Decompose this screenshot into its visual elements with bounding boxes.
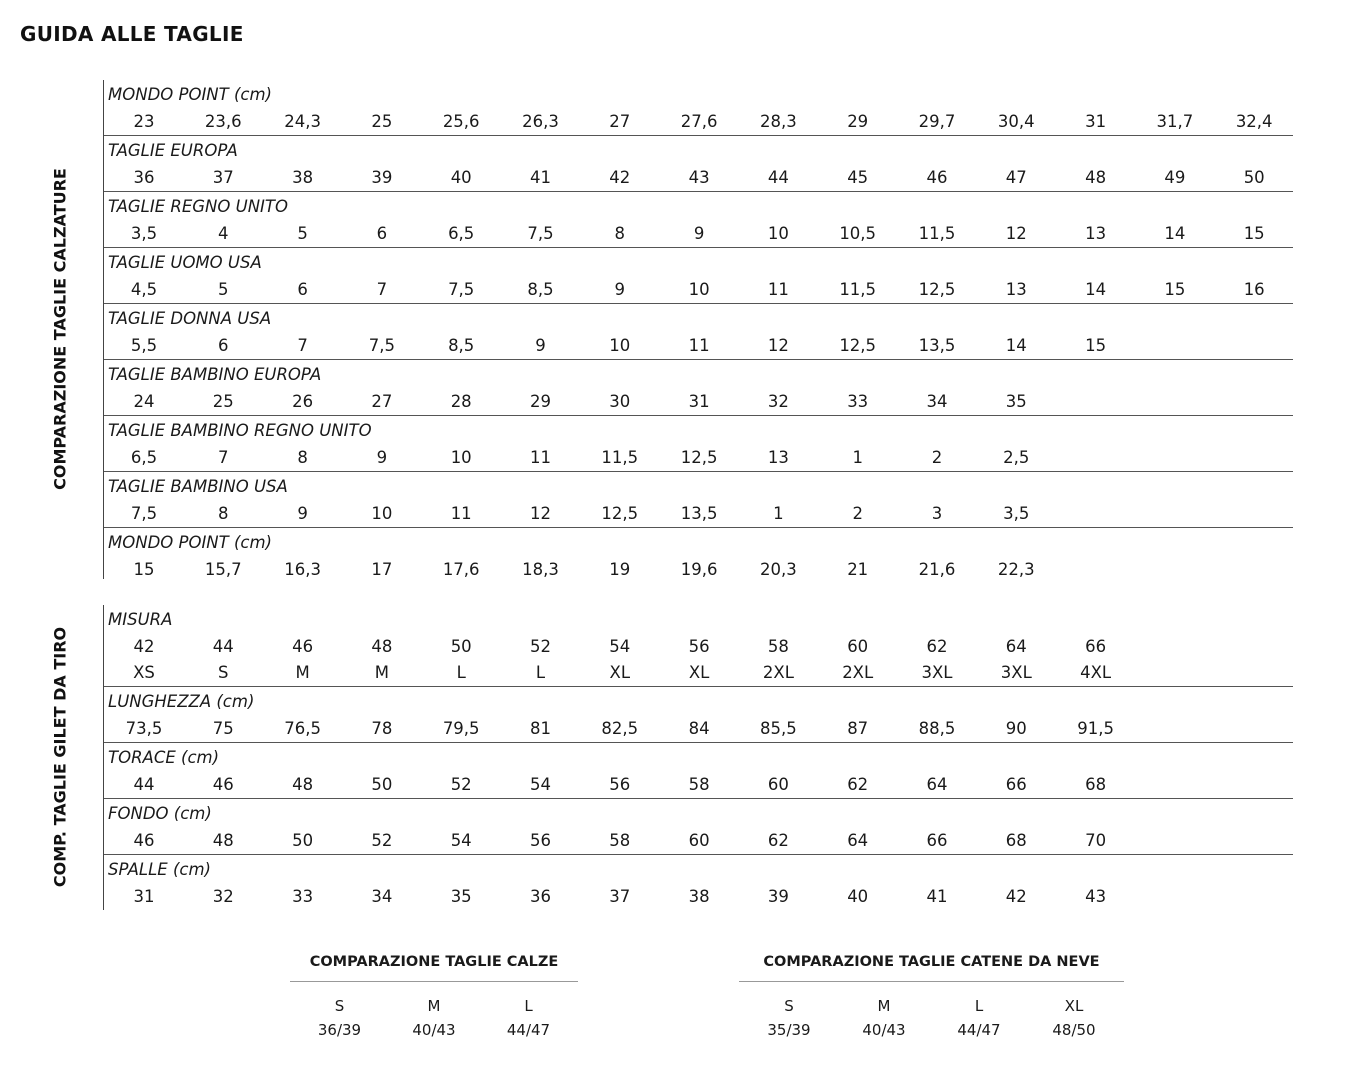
socks-size-range: 40/43 <box>412 1021 456 1039</box>
vest-value-row <box>104 660 1293 686</box>
vest-size-cell: 64 <box>926 775 948 794</box>
vest-size-cell: 48 <box>371 637 393 656</box>
footwear-size-cell: 10 <box>767 224 789 243</box>
footwear-size-cell: 27,6 <box>680 112 718 131</box>
footwear-size-cell: 7 <box>218 448 229 467</box>
vest-size-cell: 50 <box>292 831 314 850</box>
footwear-size-cell: 47 <box>1005 168 1027 187</box>
vest-size-cell: 66 <box>1085 637 1107 656</box>
footwear-value-row <box>104 445 1293 471</box>
vest-size-cell: 58 <box>609 831 631 850</box>
vest-size-cell: 46 <box>212 775 234 794</box>
footwear-size-cell: 7 <box>376 280 388 299</box>
vest-size-cell: 60 <box>847 637 869 656</box>
vest-size-cell: XL <box>688 663 710 682</box>
footwear-value-row <box>104 389 1293 415</box>
footwear-size-cell: 19 <box>609 560 631 579</box>
footwear-group <box>104 192 1293 248</box>
footwear-size-cell: 24 <box>133 392 155 411</box>
vest-size-cell: L <box>535 663 546 682</box>
vest-value-row <box>104 716 1293 742</box>
vest-size-cell: 91,5 <box>1077 719 1114 738</box>
footwear-size-cell: 10 <box>371 504 393 523</box>
vest-size-cell: 43 <box>1085 887 1107 906</box>
vest-size-cell: 81 <box>530 719 551 738</box>
footwear-size-cell: 3,5 <box>1003 504 1030 523</box>
footwear-size-cell: 28,3 <box>760 112 797 131</box>
vest-value-row <box>104 634 1293 660</box>
vest-size-cell: 38 <box>688 887 710 906</box>
vest-size-cell: 31 <box>133 887 155 906</box>
chains-size-column <box>934 994 1024 1042</box>
footwear-size-cell: 12 <box>767 336 789 355</box>
footwear-size-cell: 39 <box>371 168 393 187</box>
vest-size-cell: 68 <box>1005 831 1027 850</box>
vest-size-cell: 46 <box>133 831 155 850</box>
footwear-size-cell: 13 <box>767 448 789 467</box>
footwear-size-cell: 11,5 <box>918 224 956 243</box>
footwear-size-cell: 10,5 <box>839 224 877 243</box>
vest-value-row <box>104 884 1293 910</box>
footwear-row-label: MONDO POINT (cm) <box>108 85 272 104</box>
footwear-size-cell: 23,6 <box>204 112 242 131</box>
chains-size-range: 35/39 <box>767 1021 811 1039</box>
footwear-group <box>104 416 1293 472</box>
footwear-size-cell: 13 <box>1085 224 1107 243</box>
footwear-size-cell: 4,5 <box>130 280 158 299</box>
footwear-size-cell: 8 <box>297 448 308 467</box>
footwear-size-cell: 7,5 <box>527 224 554 243</box>
footwear-size-cell: 6,5 <box>448 224 475 243</box>
footwear-size-cell: 12,5 <box>601 504 639 523</box>
vest-value-row <box>104 828 1293 854</box>
chains-size-label: M <box>877 997 891 1015</box>
footwear-size-cell: 27 <box>371 392 393 411</box>
footwear-size-cell: 14 <box>1164 224 1186 243</box>
chains-size-column <box>744 994 834 1042</box>
vest-size-cell: 56 <box>530 831 551 850</box>
vest-size-cell: 44 <box>133 775 155 794</box>
chains-size-column <box>1029 994 1119 1042</box>
vest-size-cell: 70 <box>1085 831 1107 850</box>
vest-size-cell: 39 <box>767 887 789 906</box>
footwear-size-cell: 17 <box>371 560 393 579</box>
vest-size-cell: 90 <box>1005 719 1027 738</box>
footwear-value-row <box>104 221 1293 247</box>
footwear-size-cell: 41 <box>530 168 551 187</box>
vest-size-cell: 64 <box>847 831 869 850</box>
footwear-side-label: COMPARAZIONE TAGLIE CALZATURE <box>50 168 70 490</box>
footwear-group <box>104 304 1293 360</box>
footwear-row-label: TAGLIE REGNO UNITO <box>108 197 288 216</box>
footwear-size-cell: 15 <box>1243 224 1265 243</box>
footwear-size-cell: 14 <box>1005 336 1027 355</box>
footwear-size-cell: 6 <box>297 280 308 299</box>
vest-size-cell: 48 <box>212 831 234 850</box>
page-title: GUIDA ALLE TAGLIE <box>20 22 244 46</box>
vest-size-cell: 62 <box>926 637 948 656</box>
footwear-size-cell: 49 <box>1164 168 1186 187</box>
vest-size-cell: 58 <box>767 637 789 656</box>
chains-size-label: L <box>974 997 984 1015</box>
footwear-size-cell: 11,5 <box>839 280 877 299</box>
footwear-size-cell: 20,3 <box>760 560 797 579</box>
footwear-size-cell: 8 <box>614 224 626 243</box>
vest-size-cell: 75 <box>212 719 234 738</box>
chains-size-label: S <box>784 997 794 1015</box>
footwear-size-cell: 10 <box>450 448 472 467</box>
vest-size-cell: 64 <box>1005 637 1027 656</box>
footwear-group <box>104 136 1293 192</box>
footwear-size-cell: 7 <box>297 336 308 355</box>
footwear-size-cell: 29 <box>530 392 551 411</box>
vest-size-cell: 42 <box>1005 887 1027 906</box>
vest-size-cell: 2XL <box>842 663 874 682</box>
footwear-size-cell: 4 <box>218 224 229 243</box>
footwear-size-cell: 21,6 <box>918 560 956 579</box>
footwear-size-cell: 25 <box>371 112 393 131</box>
vest-size-cell: 54 <box>530 775 551 794</box>
socks-size-column <box>295 994 385 1042</box>
socks-size-column <box>484 994 574 1042</box>
footwear-size-cell: 9 <box>297 504 308 523</box>
footwear-size-cell: 5 <box>218 280 229 299</box>
vest-size-cell: 76,5 <box>284 719 321 738</box>
footwear-value-row <box>104 333 1293 359</box>
vest-size-cell: 73,5 <box>125 719 163 738</box>
chains-size-range: 40/43 <box>862 1021 906 1039</box>
footwear-size-cell: 34 <box>926 392 948 411</box>
footwear-group <box>104 248 1293 304</box>
vest-group <box>104 799 1293 855</box>
vest-size-cell: 87 <box>847 719 869 738</box>
vest-size-cell: 40 <box>847 887 869 906</box>
footwear-size-cell: 12,5 <box>839 336 877 355</box>
footwear-size-cell: 7,5 <box>130 504 158 523</box>
footwear-size-cell: 15,7 <box>204 560 242 579</box>
footwear-value-row <box>104 165 1293 191</box>
vest-group <box>104 605 1293 687</box>
footwear-size-cell: 25 <box>212 392 234 411</box>
footwear-size-cell: 26 <box>292 392 314 411</box>
footwear-size-cell: 12,5 <box>918 280 956 299</box>
footwear-size-cell: 15 <box>1085 336 1107 355</box>
footwear-size-cell: 13,5 <box>918 336 956 355</box>
vest-size-cell: 42 <box>133 637 155 656</box>
footwear-size-cell: 9 <box>693 224 705 243</box>
footwear-size-cell: 6 <box>376 224 388 243</box>
footwear-size-cell: 42 <box>609 168 631 187</box>
footwear-size-cell: 3,5 <box>130 224 158 243</box>
footwear-size-cell: 21 <box>847 560 869 579</box>
vest-size-cell: 54 <box>609 637 631 656</box>
vest-size-cell: 33 <box>292 887 314 906</box>
footwear-size-cell: 7,5 <box>448 280 475 299</box>
footwear-size-cell: 45 <box>847 168 869 187</box>
vest-group <box>104 687 1293 743</box>
footwear-size-cell: 12 <box>1005 224 1027 243</box>
footwear-size-cell: 29,7 <box>918 112 956 131</box>
footwear-size-cell: 40 <box>450 168 472 187</box>
socks-size-range: 44/47 <box>506 1021 551 1039</box>
vest-size-cell: 50 <box>371 775 393 794</box>
footwear-size-cell: 32,4 <box>1235 112 1273 131</box>
footwear-size-cell: 15 <box>1164 280 1186 299</box>
vest-size-cell: 2XL <box>762 663 794 682</box>
vest-size-cell: 56 <box>609 775 631 794</box>
footwear-row-label: MONDO POINT (cm) <box>108 533 272 552</box>
vest-size-cell: 50 <box>450 637 472 656</box>
footwear-row-label: TAGLIE EUROPA <box>108 141 238 160</box>
footwear-size-cell: 22,3 <box>997 560 1035 579</box>
socks-size-column <box>389 994 479 1042</box>
vest-size-cell: 48 <box>292 775 314 794</box>
vest-size-cell: M <box>295 663 310 682</box>
socks-size-label: M <box>427 997 441 1015</box>
vest-size-cell: 32 <box>212 887 234 906</box>
vest-size-cell: 79,5 <box>442 719 480 738</box>
socks-size-label: L <box>524 997 533 1015</box>
footwear-size-cell: 12 <box>530 504 551 523</box>
footwear-size-cell: 29 <box>847 112 869 131</box>
vest-size-cell: 44 <box>212 637 234 656</box>
footwear-size-cell: 13,5 <box>680 504 718 523</box>
footwear-row-label: TAGLIE BAMBINO USA <box>108 477 288 496</box>
footwear-size-cell: 11 <box>767 280 789 299</box>
footwear-size-cell: 26,3 <box>522 112 559 131</box>
vest-size-cell: 34 <box>371 887 393 906</box>
footwear-size-cell: 3 <box>931 504 943 523</box>
footwear-size-cell: 9 <box>535 336 546 355</box>
vest-size-cell: 41 <box>926 887 948 906</box>
footwear-size-cell: 5 <box>297 224 308 243</box>
vest-size-cell: 62 <box>847 775 869 794</box>
footwear-value-row <box>104 557 1293 583</box>
footwear-size-cell: 17,6 <box>442 560 480 579</box>
footwear-size-cell: 38 <box>292 168 314 187</box>
footwear-size-cell: 48 <box>1085 168 1107 187</box>
footwear-row-label: TAGLIE BAMBINO EUROPA <box>108 365 322 384</box>
vest-size-cell: 3XL <box>1000 663 1032 682</box>
vest-size-cell: 60 <box>688 831 710 850</box>
socks-size-table <box>290 948 578 1042</box>
footwear-row-label: TAGLIE DONNA USA <box>108 309 272 328</box>
footwear-size-cell: 11 <box>450 504 472 523</box>
vest-size-cell: 78 <box>371 719 393 738</box>
footwear-size-cell: 30,4 <box>997 112 1035 131</box>
footwear-size-cell: 30 <box>609 392 631 411</box>
footwear-size-cell: 37 <box>212 168 234 187</box>
footwear-size-cell: 7,5 <box>368 336 396 355</box>
footwear-size-cell: 10 <box>609 336 631 355</box>
footwear-size-cell: 31 <box>688 392 710 411</box>
chains-size-label: XL <box>1064 997 1084 1015</box>
footwear-size-cell: 13 <box>1005 280 1027 299</box>
footwear-size-cell: 2,5 <box>1003 448 1030 467</box>
vest-size-cell: 54 <box>450 831 472 850</box>
chains-size-range: 48/50 <box>1052 1021 1096 1039</box>
chains-table-title: COMPARAZIONE TAGLIE CATENE DA NEVE <box>739 948 1124 982</box>
footwear-size-cell: 11 <box>530 448 551 467</box>
vest-size-cell: S <box>218 663 229 682</box>
vest-size-cell: 68 <box>1085 775 1107 794</box>
footwear-size-cell: 35 <box>1005 392 1027 411</box>
vest-size-cell: 37 <box>609 887 631 906</box>
footwear-size-cell: 2 <box>852 504 863 523</box>
vest-group <box>104 855 1293 910</box>
vest-size-cell: 4XL <box>1080 663 1112 682</box>
vest-size-cell: 66 <box>1005 775 1027 794</box>
vest-row-label: LUNGHEZZA (cm) <box>108 692 255 711</box>
footwear-value-row <box>104 501 1293 527</box>
footwear-row-label: TAGLIE BAMBINO REGNO UNITO <box>108 421 372 440</box>
footwear-group <box>104 472 1293 528</box>
footwear-size-cell: 33 <box>847 392 869 411</box>
vest-row-label: TORACE (cm) <box>108 748 220 767</box>
vest-size-cell: 35 <box>450 887 472 906</box>
vest-size-cell: 85,5 <box>760 719 797 738</box>
vest-size-cell: 52 <box>450 775 472 794</box>
footwear-size-cell: 50 <box>1243 168 1265 187</box>
footwear-size-cell: 12,5 <box>680 448 718 467</box>
footwear-size-cell: 36 <box>133 168 155 187</box>
vest-size-cell: 58 <box>688 775 710 794</box>
vest-row-label: MISURA <box>108 610 173 629</box>
vest-size-cell: 3XL <box>921 663 953 682</box>
footwear-size-cell: 46 <box>926 168 948 187</box>
footwear-size-cell: 9 <box>376 448 388 467</box>
footwear-size-cell: 19,6 <box>680 560 718 579</box>
footwear-size-cell: 8 <box>218 504 229 523</box>
footwear-size-cell: 16,3 <box>284 560 321 579</box>
vest-size-cell: 62 <box>767 831 789 850</box>
footwear-size-cell: 32 <box>767 392 789 411</box>
vest-size-cell: 56 <box>688 637 710 656</box>
footwear-size-cell: 27 <box>609 112 631 131</box>
footwear-size-cell: 6,5 <box>130 448 158 467</box>
footwear-size-cell: 8,5 <box>527 280 554 299</box>
footwear-group <box>104 360 1293 416</box>
vest-size-cell: 60 <box>767 775 789 794</box>
vest-size-cell: XL <box>609 663 631 682</box>
footwear-size-cell: 8,5 <box>448 336 475 355</box>
vest-row-label: SPALLE (cm) <box>108 860 211 879</box>
vest-size-cell: 52 <box>371 831 393 850</box>
footwear-size-cell: 11,5 <box>601 448 639 467</box>
footwear-row-label: TAGLIE UOMO USA <box>108 253 262 272</box>
vest-size-cell: M <box>374 663 390 682</box>
chains-size-range: 44/47 <box>957 1021 1001 1039</box>
footwear-size-cell: 11 <box>688 336 710 355</box>
vest-size-cell: 46 <box>292 637 314 656</box>
vest-size-cell: 66 <box>926 831 948 850</box>
vest-size-cell: 52 <box>530 637 551 656</box>
footwear-size-cell: 16 <box>1243 280 1265 299</box>
vest-value-row <box>104 772 1293 798</box>
vest-group <box>104 743 1293 799</box>
footwear-size-cell: 1 <box>773 504 784 523</box>
socks-size-range: 36/39 <box>317 1021 362 1039</box>
footwear-size-cell: 9 <box>614 280 626 299</box>
vest-row-label: FONDO (cm) <box>108 804 212 823</box>
socks-table-title: COMPARAZIONE TAGLIE CALZE <box>290 948 578 982</box>
footwear-size-cell: 43 <box>688 168 710 187</box>
vest-size-cell: 88,5 <box>918 719 956 738</box>
vest-size-cell: 36 <box>530 887 551 906</box>
footwear-size-cell: 15 <box>133 560 155 579</box>
footwear-size-cell: 25,6 <box>442 112 480 131</box>
vest-side-label: COMP. TAGLIE GILET DA TIRO <box>50 626 70 888</box>
vest-size-cell: 82,5 <box>601 719 639 738</box>
footwear-group <box>104 80 1293 136</box>
footwear-size-cell: 1 <box>852 448 863 467</box>
footwear-size-cell: 44 <box>767 168 789 187</box>
footwear-size-cell: 31 <box>1085 112 1107 131</box>
chains-size-table <box>739 948 1124 1042</box>
footwear-value-row <box>104 109 1293 135</box>
footwear-size-cell: 6 <box>218 336 229 355</box>
footwear-size-cell: 14 <box>1085 280 1107 299</box>
footwear-size-cell: 2 <box>931 448 943 467</box>
vest-size-cell: XS <box>133 663 155 682</box>
footwear-value-row <box>104 277 1293 303</box>
vest-size-cell: 84 <box>688 719 710 738</box>
footwear-size-cell: 5,5 <box>130 336 158 355</box>
vest-size-cell: L <box>456 663 466 682</box>
footwear-size-cell: 23 <box>133 112 155 131</box>
socks-size-label: S <box>334 997 345 1015</box>
footwear-group <box>104 528 1293 583</box>
footwear-size-cell: 10 <box>688 280 710 299</box>
footwear-size-cell: 28 <box>450 392 472 411</box>
footwear-size-cell: 24,3 <box>284 112 321 131</box>
chains-size-column <box>839 994 929 1042</box>
footwear-size-cell: 31,7 <box>1156 112 1194 131</box>
footwear-size-cell: 18,3 <box>522 560 559 579</box>
